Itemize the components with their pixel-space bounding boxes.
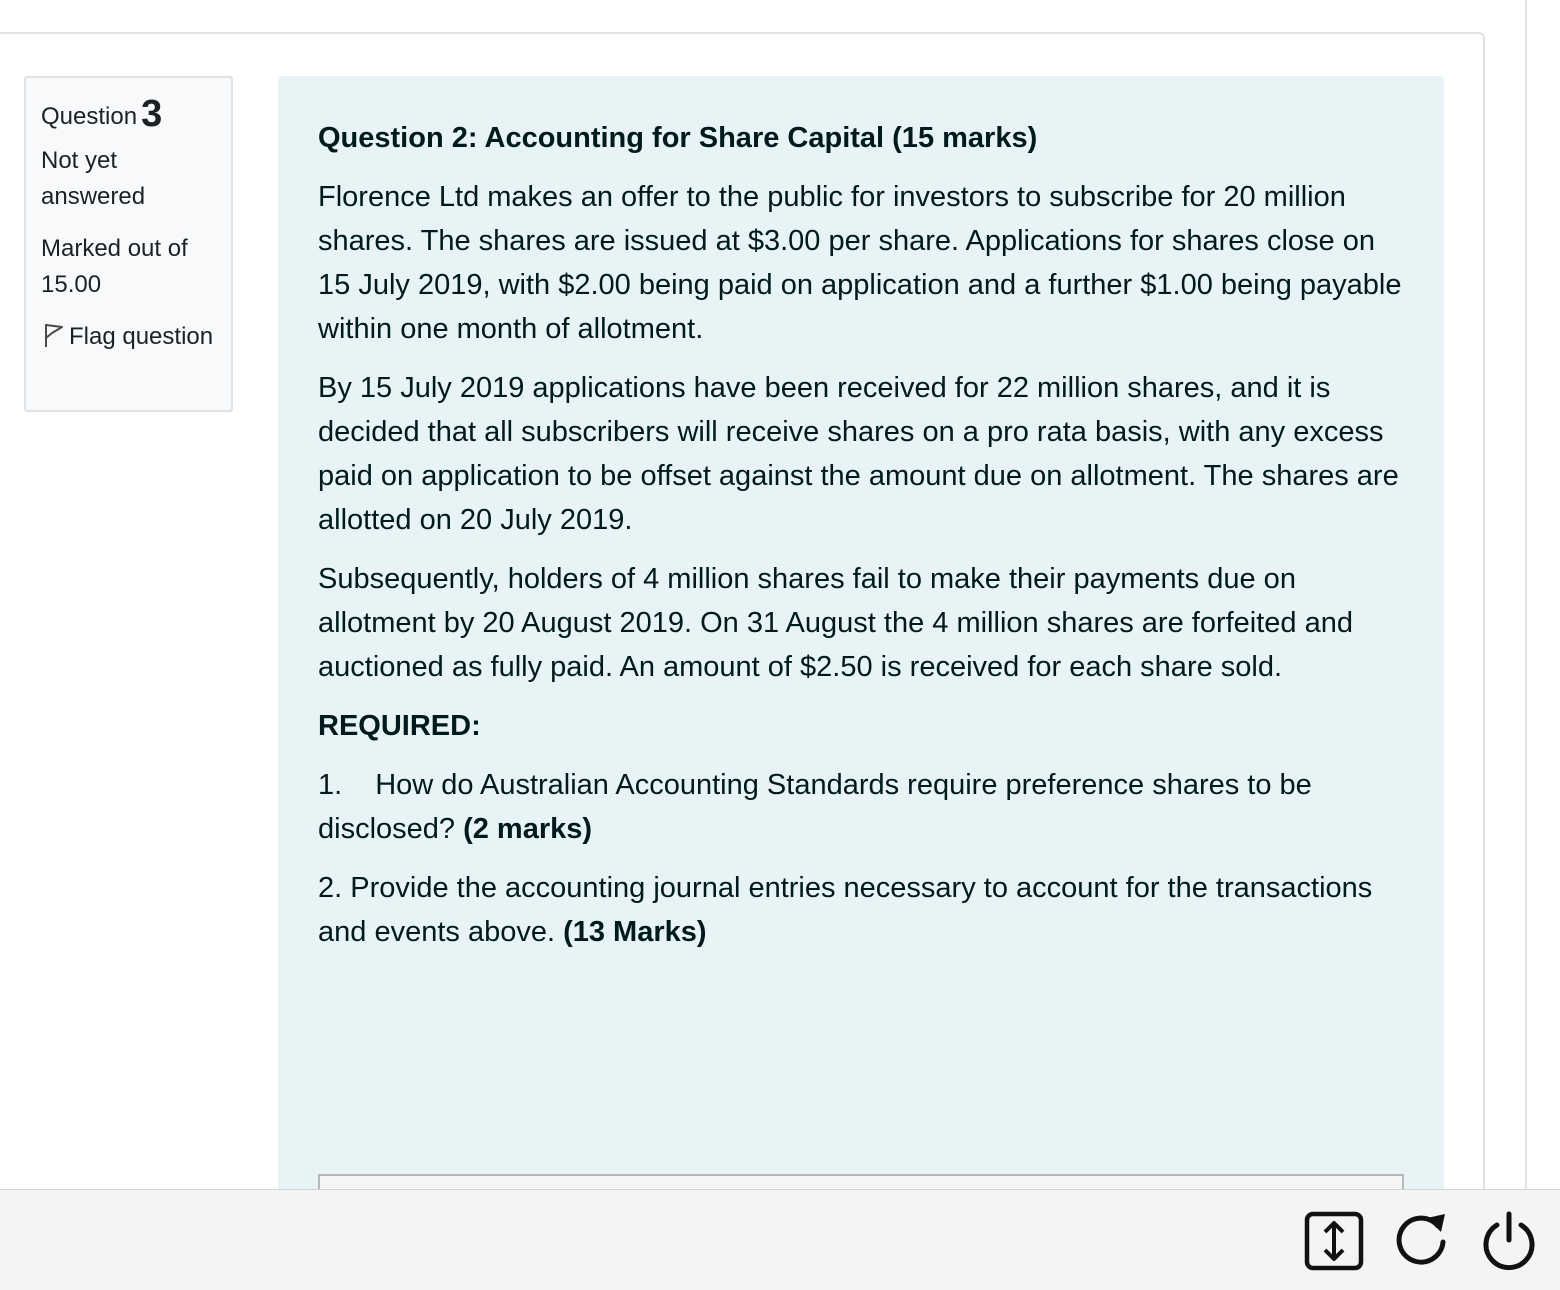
question-label: Question bbox=[41, 103, 138, 130]
reload-icon bbox=[1391, 1210, 1453, 1272]
flag-question-link[interactable] bbox=[41, 319, 217, 355]
reload-button[interactable] bbox=[1391, 1210, 1453, 1272]
required-item-1-marks: (2 marks) bbox=[463, 813, 593, 845]
question-grade: Marked out of 15.00 bbox=[41, 235, 188, 298]
required-item-2-text: Provide the accounting journal entries necessary to account for the transactions and events above. bbox=[318, 872, 1373, 948]
scroll-toggle-button[interactable] bbox=[1303, 1210, 1365, 1272]
required-item-1-text: How do Australian Accounting Standards require preference shares to be disclosed? bbox=[318, 769, 1312, 845]
required-item-1-number: 1. bbox=[318, 769, 343, 801]
question-text-panel bbox=[278, 76, 1444, 1216]
question-paragraph-3: Subsequently, holders of 4 million shares fail to make their payments due on allotment by 20 August 2019. On 31 August the 4 million shares are forfeited and auctioned as fully paid. An amount of $2.50 is received for each share sold. bbox=[318, 563, 1353, 683]
flag-question-label: Flag question bbox=[69, 323, 214, 350]
power-icon bbox=[1478, 1210, 1540, 1272]
flag-icon bbox=[41, 322, 65, 348]
scroll-toggle-icon bbox=[1303, 1210, 1365, 1272]
required-item-2 bbox=[318, 866, 1404, 954]
scrollbar-track bbox=[1525, 0, 1527, 1190]
question-number: 3 bbox=[141, 93, 163, 135]
question-title: Question 2: Accounting for Share Capital (15 marks) bbox=[318, 122, 1038, 154]
power-button[interactable] bbox=[1478, 1210, 1540, 1272]
required-item-1 bbox=[318, 763, 1404, 851]
required-item-2-number: 2. bbox=[318, 872, 343, 904]
question-state: Not yet answered bbox=[41, 147, 146, 210]
question-info-panel bbox=[24, 76, 233, 412]
question-number-heading bbox=[41, 92, 217, 137]
question-paragraph-1: Florence Ltd makes an offer to the public for investors to subscribe for 20 million shares. The shares are issued at $3.00 per share. Applications for shares close on 15 July 2019, with $2.00 being paid on application and a further $1.00 being payable within one month of allotment. bbox=[318, 181, 1402, 345]
question-paragraph-2: By 15 July 2019 applications have been received for 22 million shares, and it is decided that all subscribers will receive shares on a pro rata basis, with any excess paid on application to be offset against the amount due on allotment. The shares are allotted on 20 July 2019. bbox=[318, 372, 1399, 536]
required-item-2-marks: (13 Marks) bbox=[563, 916, 707, 948]
required-heading: REQUIRED: bbox=[318, 710, 481, 742]
bottom-toolbar bbox=[0, 1189, 1560, 1290]
